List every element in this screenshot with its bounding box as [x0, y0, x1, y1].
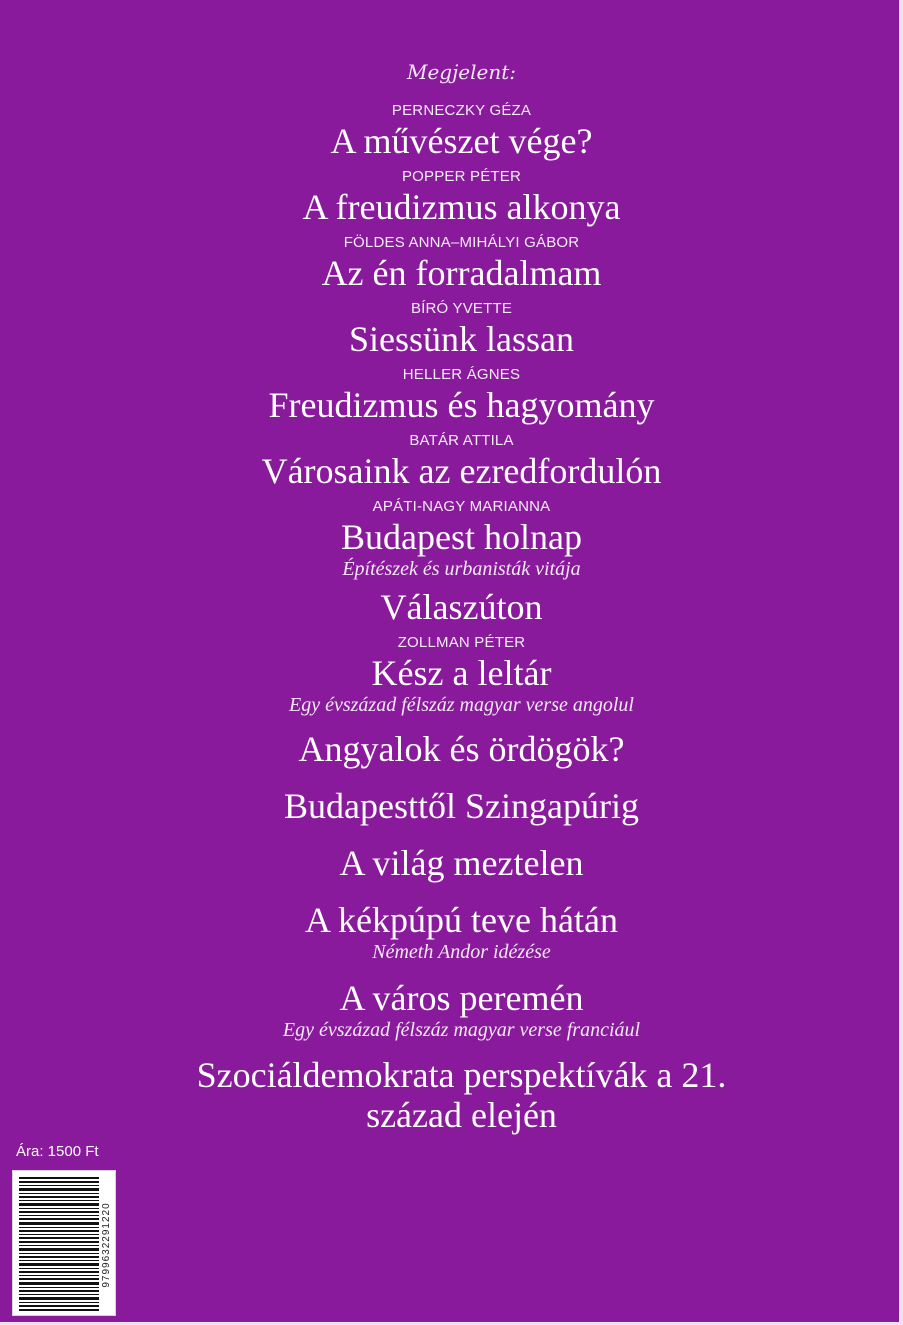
list-item: [120, 634, 803, 716]
list-item: [120, 168, 803, 228]
author-name: HELLER ÁGNES: [402, 366, 521, 383]
list-item: [120, 234, 803, 294]
book-title: Szociáldemokrata perspektívák a 21. század elején: [196, 1055, 727, 1135]
published-list: [120, 58, 803, 1135]
author-name: PERNECZKY GÉZA: [391, 102, 532, 119]
book-title: Siessünk lassan: [349, 319, 574, 359]
author-name: ZOLLMAN PÉTER: [397, 634, 526, 651]
author-name: APÁTI-NAGY MARIANNA: [372, 498, 551, 515]
barcode-bars: [19, 1177, 99, 1311]
book-title: Az én forradalmam: [321, 253, 602, 293]
book-title: Budapesttől Szingapúrig: [284, 786, 639, 826]
list-item: [120, 300, 803, 360]
list-item: [120, 842, 803, 884]
price-label: Ára: 1500 Ft: [16, 1143, 99, 1160]
barcode: [12, 1170, 116, 1316]
book-title: Budapest holnap: [341, 517, 582, 557]
barcode-number: 9799632291220: [101, 1202, 112, 1288]
book-title: A világ meztelen: [339, 843, 584, 883]
book-subtitle: Egy évszázad félszáz magyar verse angolul: [289, 694, 634, 716]
list-item: [120, 432, 803, 492]
book-title: Angyalok és ördögök?: [298, 729, 625, 769]
list-item: [120, 366, 803, 426]
book-title: Városaink az ezredfordulón: [261, 451, 662, 491]
author-name: POPPER PÉTER: [401, 168, 522, 185]
list-item: [120, 102, 803, 162]
list-item: [120, 977, 803, 1041]
book-title: Kész a leltár: [371, 653, 552, 693]
list-item: [120, 728, 803, 770]
book-title: A művészet vége?: [330, 121, 593, 161]
list-item: [120, 899, 803, 963]
book-title: Freudizmus és hagyomány: [268, 385, 655, 425]
list-item: [120, 586, 803, 628]
author-name: BÍRÓ YVETTE: [410, 300, 513, 317]
book-title: A freudizmus alkonya: [302, 187, 621, 227]
list-item: [120, 1055, 803, 1135]
book-subtitle: Németh Andor idézése: [372, 941, 551, 963]
book-subtitle: Egy évszázad félszáz magyar verse franciául: [282, 1019, 641, 1041]
author-name: FÖLDES ANNA–MIHÁLYI GÁBOR: [343, 234, 580, 251]
book-subtitle: Építészek és urbanisták vitája: [342, 558, 581, 580]
book-title: A kékpúpú teve hátán: [305, 900, 618, 940]
list-item: [120, 498, 803, 580]
list-intro: Megjelent:: [406, 60, 517, 84]
list-item: [120, 785, 803, 827]
book-title: Válaszúton: [380, 587, 543, 627]
book-title: A város peremén: [339, 978, 584, 1018]
author-name: BATÁR ATTILA: [409, 432, 514, 449]
